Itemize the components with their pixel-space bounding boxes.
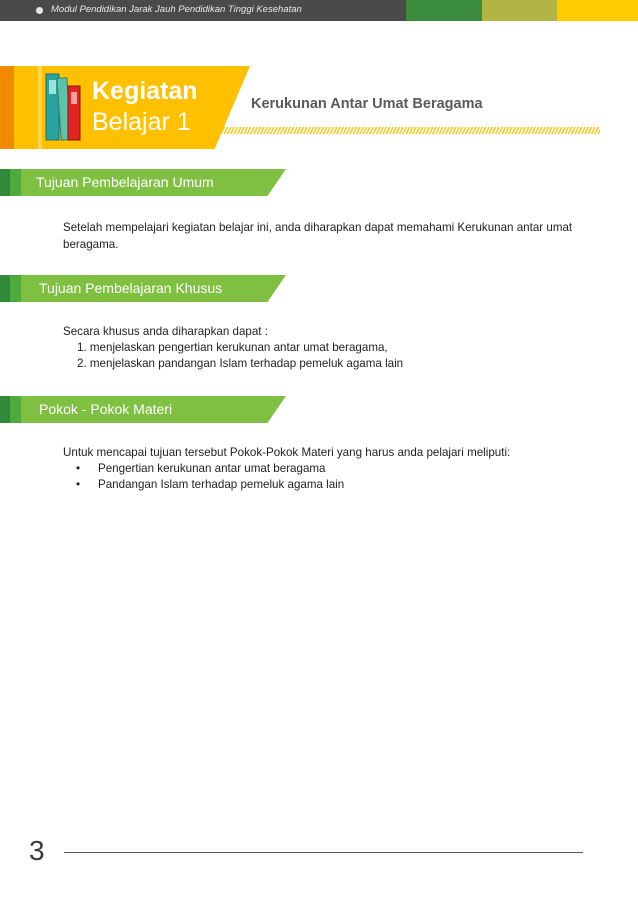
activity-banner-stripe: [38, 66, 42, 149]
activity-banner-accent: [0, 66, 14, 149]
bullet-icon: •: [76, 462, 81, 475]
list-item: 1. menjelaskan pengertian kerukunan antar umat beragama,: [77, 341, 388, 354]
bullet-icon: •: [76, 478, 81, 491]
activity-number: Belajar 1: [92, 108, 191, 136]
header-yellow-segment: [557, 0, 638, 21]
footer-divider: [64, 852, 583, 853]
list-item: Pengertian kerukunan antar umat beragama: [98, 462, 326, 475]
header-green-segment: [406, 0, 482, 21]
module-title: Modul Pendidikan Jarak Jauh Pendidikan Tinggi Kesehatan: [51, 4, 302, 15]
specific-intro: Secara khusus anda diharapkan dapat :: [63, 325, 268, 338]
section-header-materials: [0, 396, 286, 423]
general-objective-text: Setelah mempelajari kegiatan belajar ini, anda diharapkan dapat memahami Kerukunan antar umat beragama.: [63, 221, 573, 251]
hatch-divider: [220, 127, 600, 134]
materials-intro: Untuk mencapai tujuan tersebut Pokok-Pokok Materi yang harus anda pelajari meliputi:: [63, 446, 511, 459]
list-item: 2. menjelaskan pandangan Islam terhadap pemeluk agama lain: [77, 357, 404, 370]
section-title-specific: Tujuan Pembelajaran Khusus: [39, 280, 223, 296]
bullet-dot-icon: [36, 7, 43, 14]
list-item: Pandangan Islam terhadap pemeluk agama lain: [98, 478, 345, 491]
page-number: 3: [29, 835, 45, 866]
section-header-general: [0, 169, 286, 196]
activity-label: Kegiatan: [92, 77, 198, 105]
section-title-materials: Pokok - Pokok Materi: [39, 401, 173, 417]
header-dark-segment: [0, 0, 406, 21]
top-header-bar: [0, 0, 638, 21]
section-header-specific: [0, 275, 286, 302]
section-title-general: Tujuan Pembelajaran Umum: [36, 174, 214, 190]
books-icon: [44, 72, 84, 144]
header-olive-segment: [482, 0, 557, 21]
page-title: Kerukunan Antar Umat Beragama: [251, 96, 483, 112]
